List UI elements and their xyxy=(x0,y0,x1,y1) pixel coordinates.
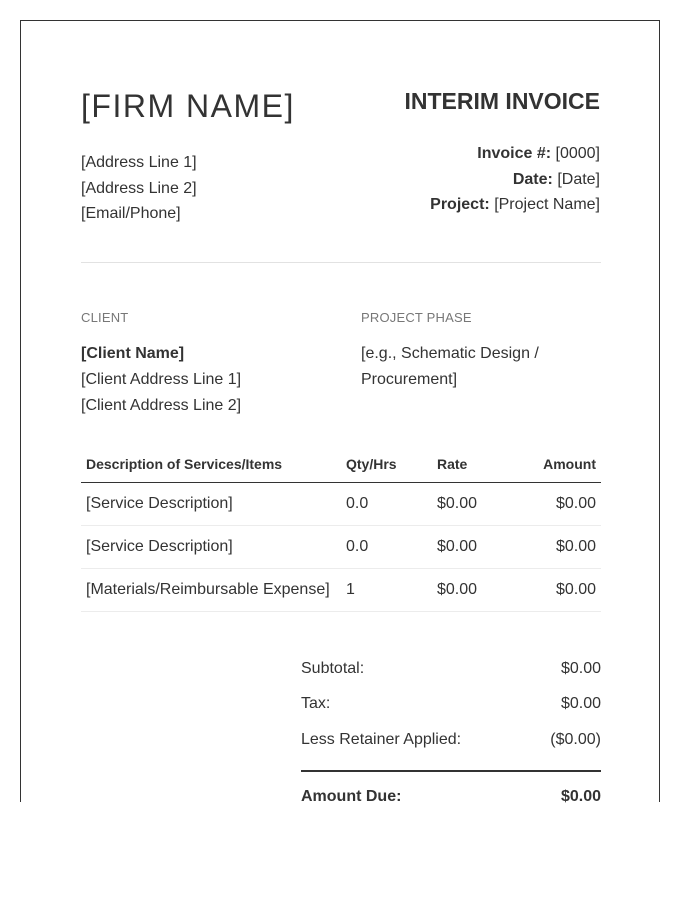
project-phase-block xyxy=(361,305,601,393)
row-qty: 1 xyxy=(341,569,432,612)
amount-due-label: Amount Due: xyxy=(301,788,402,806)
table-row xyxy=(81,569,601,612)
subtotal-value: $0.00 xyxy=(560,659,601,677)
table-row xyxy=(81,483,601,526)
firm-address-line-1: [Address Line 1] xyxy=(81,154,197,171)
totals-block xyxy=(301,651,601,815)
firm-email-phone: [Email/Phone] xyxy=(81,205,181,222)
table-header-row xyxy=(81,446,601,483)
table-row xyxy=(81,526,601,569)
row-rate: $0.00 xyxy=(432,526,522,569)
firm-address-line-2: [Address Line 2] xyxy=(81,179,197,197)
row-amount: $0.00 xyxy=(522,526,601,569)
client-section-label: CLIENT xyxy=(81,310,129,325)
retainer-value: ($0.00) xyxy=(550,730,601,748)
invoice-date-value: [Date] xyxy=(557,170,600,188)
header-qty-hrs: Qty/Hrs xyxy=(341,446,432,483)
subtotal-label: Subtotal: xyxy=(301,659,365,677)
retainer-row xyxy=(301,722,601,758)
header-description: Description of Services/Items xyxy=(81,446,341,483)
firm-name: [FIRM NAME] xyxy=(81,88,295,124)
invoice-date-label: Date: xyxy=(512,170,553,188)
tax-label: Tax: xyxy=(301,695,331,713)
invoice-meta xyxy=(430,141,600,218)
amount-due-row xyxy=(301,770,601,816)
invoice-project-value: [Project Name] xyxy=(494,196,600,213)
invoice-number-value: [0000] xyxy=(555,145,600,162)
header-amount: Amount xyxy=(522,446,601,483)
invoice-title: INTERIM INVOICE xyxy=(404,88,600,114)
client-address-line-1: [Client Address Line 1] xyxy=(81,371,242,388)
client-address-line-2: [Client Address Line 2] xyxy=(81,397,242,414)
invoice-number-row xyxy=(430,141,600,167)
row-qty: 0.0 xyxy=(341,483,432,526)
client-name: [Client Name] xyxy=(81,345,185,362)
row-amount: $0.00 xyxy=(522,569,601,612)
firm-address xyxy=(81,150,197,227)
row-description: [Service Description] xyxy=(81,483,341,526)
row-rate: $0.00 xyxy=(432,569,522,612)
invoice-sheet xyxy=(20,20,660,806)
row-rate: $0.00 xyxy=(432,483,522,526)
invoice-project-row xyxy=(430,192,600,218)
project-phase-value: [e.g., Schematic Design / Procurement] xyxy=(361,345,539,388)
invoice-project-label: Project: xyxy=(430,196,490,213)
tax-value: $0.00 xyxy=(560,695,601,713)
header-rate: Rate xyxy=(432,446,522,483)
client-block xyxy=(81,305,241,419)
row-description: [Service Description] xyxy=(81,526,341,569)
row-qty: 0.0 xyxy=(341,526,432,569)
subtotal-row xyxy=(301,651,601,687)
row-description: [Materials/Reimbursable Expense] xyxy=(81,569,341,612)
invoice-date-row xyxy=(430,167,600,193)
retainer-label: Less Retainer Applied: xyxy=(301,730,462,748)
line-items-table xyxy=(81,446,601,612)
tax-row xyxy=(301,687,601,723)
row-amount: $0.00 xyxy=(522,483,601,526)
project-phase-section-label: PROJECT PHASE xyxy=(361,310,472,325)
header-divider xyxy=(81,262,601,263)
invoice-number-label: Invoice #: xyxy=(477,145,552,162)
amount-due-value: $0.00 xyxy=(560,788,601,806)
